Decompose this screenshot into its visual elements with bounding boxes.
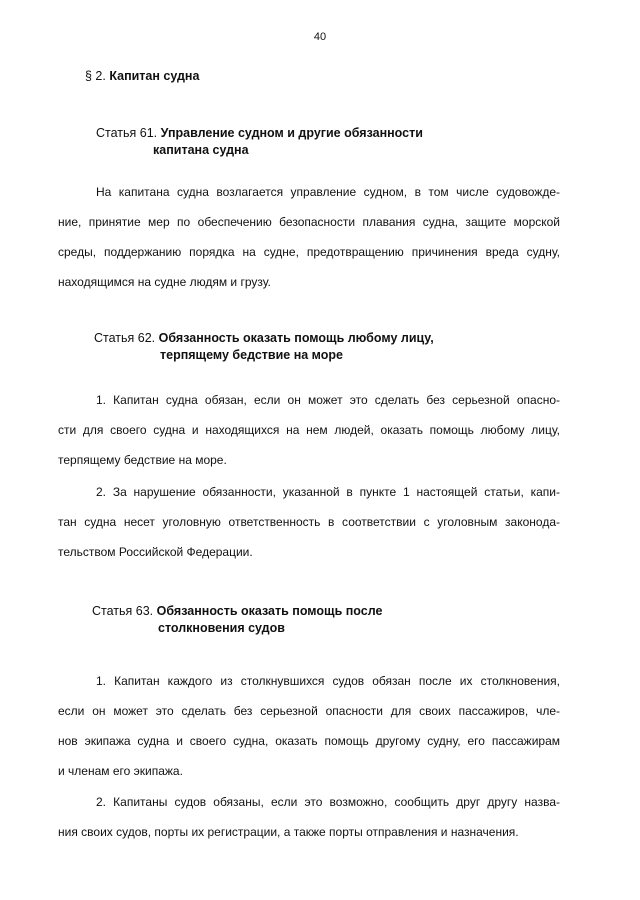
- paragraph-line: и членам его экипажа.: [58, 764, 183, 778]
- section-heading: [85, 69, 199, 83]
- article-number: Статья 63.: [92, 604, 154, 618]
- article-title: Обязанность оказать помощь любому лицу,: [158, 331, 434, 345]
- page-number: 40: [313, 31, 327, 43]
- article-number: Статья 62.: [94, 331, 156, 345]
- paragraph-line: терпящему бедствие на море.: [58, 453, 227, 467]
- article-title: Управление судном и другие обязанности: [160, 126, 423, 140]
- article-title-continued: капитана судна: [153, 143, 249, 157]
- paragraph-line: нов экипажа судна и своего судна, оказать помощь другому судну, его пассажирам: [58, 734, 560, 748]
- article-61-heading: [96, 125, 423, 159]
- paragraph-line: тельством Российской Федерации.: [58, 545, 253, 559]
- article-62-heading: [94, 330, 434, 364]
- article-62-paragraph-2: [58, 477, 560, 567]
- paragraph-line: находящимся на судне людям и грузу.: [58, 275, 271, 289]
- article-62-paragraph-1: [58, 385, 560, 475]
- paragraph-line: среды, поддержанию порядка на судне, предотвращению причинения вреда судну,: [58, 245, 560, 259]
- paragraph-line: 2. Капитаны судов обязаны, если это возможно, сообщить друг другу назва-: [96, 795, 560, 809]
- section-title: Капитан судна: [109, 69, 200, 83]
- paragraph-line: сти для своего судна и находящихся на нем людей, оказать помощь любому лицу,: [58, 423, 560, 437]
- article-number: Статья 61.: [96, 126, 158, 140]
- paragraph-line: 1. Капитан каждого из столкнувшихся судов обязан после их столкновения,: [96, 674, 560, 688]
- article-title-continued: терпящему бедствие на море: [160, 348, 343, 362]
- article-63-heading: [92, 603, 382, 637]
- article-63-paragraph-1: [58, 666, 560, 786]
- paragraph-line: 2. За нарушение обязанности, указанной в пункте 1 настоящей статьи, капи-: [96, 485, 560, 499]
- paragraph-line: если он может это сделать без серьезной опасности для своих пассажиров, чле-: [58, 704, 560, 718]
- paragraph-line: ния своих судов, порты их регистрации, а также порты отправления и назначения.: [58, 825, 519, 839]
- article-63-paragraph-2: [58, 787, 560, 847]
- article-title-continued: столкновения судов: [158, 621, 285, 635]
- paragraph-line: На капитана судна возлагается управление судном, в том числе судовожде-: [96, 185, 560, 199]
- section-prefix: § 2.: [85, 69, 106, 83]
- paragraph-line: 1. Капитан судна обязан, если он может это сделать без серьезной опасно-: [96, 393, 560, 407]
- article-61-paragraph-1: [58, 177, 560, 297]
- article-title: Обязанность оказать помощь после: [156, 604, 383, 618]
- paragraph-line: тан судна несет уголовную ответственность в соответствии с уголовным законода-: [58, 515, 560, 529]
- paragraph-line: ние, принятие мер по обеспечению безопасности плавания судна, защите морской: [58, 215, 560, 229]
